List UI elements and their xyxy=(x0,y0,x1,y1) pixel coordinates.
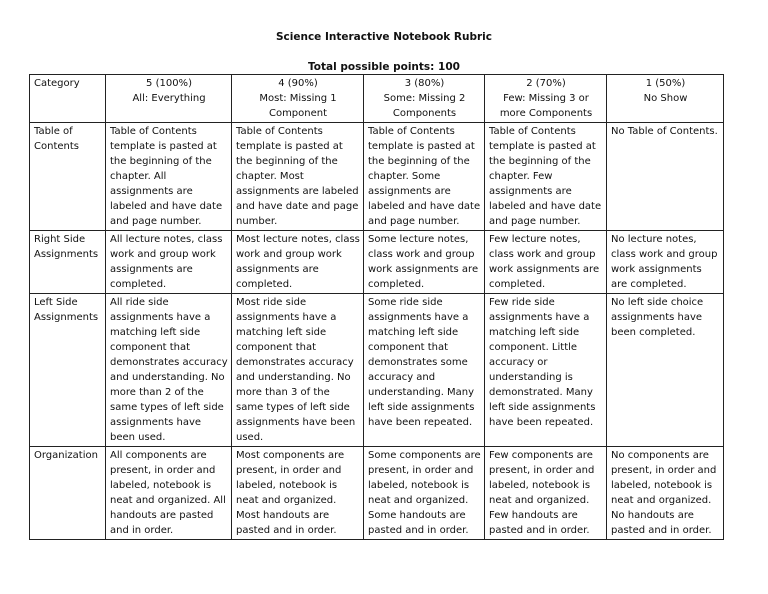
row-category: Organization xyxy=(30,447,106,540)
row-category: Table of Contents xyxy=(30,123,106,231)
level-description: Few: Missing 3 or more Components xyxy=(499,93,593,119)
row-category: Left Side Assignments xyxy=(30,294,106,447)
table-cell: All components are present, in order and labeled, notebook is neat and organized. All handouts are pasted and in order. xyxy=(106,447,232,540)
header-level-3 xyxy=(364,75,485,123)
table-cell: No left side choice assignments have been completed. xyxy=(607,294,724,447)
level-description: Most: Missing 1 Component xyxy=(259,93,337,119)
table-cell: Table of Contents template is pasted at the beginning of the chapter. Some assignments are labeled and have date and page number. xyxy=(364,123,485,231)
table-cell: Some ride side assignments have a matching left side component that demonstrates some accuracy and understanding. Many left side assignments have been repeated. xyxy=(364,294,485,447)
document-title: Science Interactive Notebook Rubric xyxy=(275,31,493,43)
header-level-5 xyxy=(106,75,232,123)
header-level-2 xyxy=(485,75,607,123)
total-points: Total possible points: 100 xyxy=(308,61,460,73)
table-row xyxy=(30,231,724,294)
table-cell: No components are present, in order and labeled, notebook is neat and organized. No handouts are pasted and in order. xyxy=(607,447,724,540)
header-category: Category xyxy=(30,75,106,123)
table-cell: Most lecture notes, class work and group work assignments are completed. xyxy=(232,231,364,294)
table-cell: No Table of Contents. xyxy=(607,123,724,231)
table-cell: Table of Contents template is pasted at the beginning of the chapter. Most assignments are labeled and have date and page number. xyxy=(232,123,364,231)
level-score: 3 (80%) xyxy=(404,78,445,89)
header-level-1 xyxy=(607,75,724,123)
table-cell: No lecture notes, class work and group work assignments are completed. xyxy=(607,231,724,294)
rubric-table xyxy=(29,74,724,540)
table-cell: Some lecture notes, class work and group work assignments are completed. xyxy=(364,231,485,294)
table-cell: Few ride side assignments have a matching left side component. Little accuracy or understanding is demonstrated. Many left side assignments have been repeated. xyxy=(485,294,607,447)
level-score: 2 (70%) xyxy=(526,78,566,89)
table-row xyxy=(30,123,724,231)
header-level-4 xyxy=(232,75,364,123)
table-row xyxy=(30,447,724,540)
table-cell: Some components are present, in order and labeled, notebook is neat and organized. Some handouts are pasted and in order. xyxy=(364,447,485,540)
table-row xyxy=(30,294,724,447)
level-score: 5 (100%) xyxy=(146,78,192,89)
level-score: 1 (50%) xyxy=(645,78,686,89)
level-description: All: Everything xyxy=(132,93,206,104)
row-category: Right Side Assignments xyxy=(30,231,106,294)
table-header-row xyxy=(30,75,724,123)
table-cell: Few components are present, in order and labeled, notebook is neat and organized. Few handouts are pasted and in order. xyxy=(485,447,607,540)
table-cell: Few lecture notes, class work and group work assignments are completed. xyxy=(485,231,607,294)
table-cell: Most components are present, in order and labeled, notebook is neat and organized. Most handouts are pasted and in order. xyxy=(232,447,364,540)
table-cell: Table of Contents template is pasted at the beginning of the chapter. Few assignments are labeled and have date and page number. xyxy=(485,123,607,231)
table-cell: Most ride side assignments have a matching left side component that demonstrates accuracy and understanding. No more than 3 of the same types of left side assignments have been used. xyxy=(232,294,364,447)
level-description: No Show xyxy=(643,93,688,104)
table-cell: All lecture notes, class work and group work assignments are completed. xyxy=(106,231,232,294)
level-score: 4 (90%) xyxy=(278,78,318,89)
table-cell: All ride side assignments have a matching left side component that demonstrates accuracy and understanding. No more than 2 of the same types of left side assignments have been used. xyxy=(106,294,232,447)
table-cell: Table of Contents template is pasted at the beginning of the chapter. All assignments are labeled and have date and page number. xyxy=(106,123,232,231)
level-description: Some: Missing 2 Components xyxy=(383,93,466,119)
